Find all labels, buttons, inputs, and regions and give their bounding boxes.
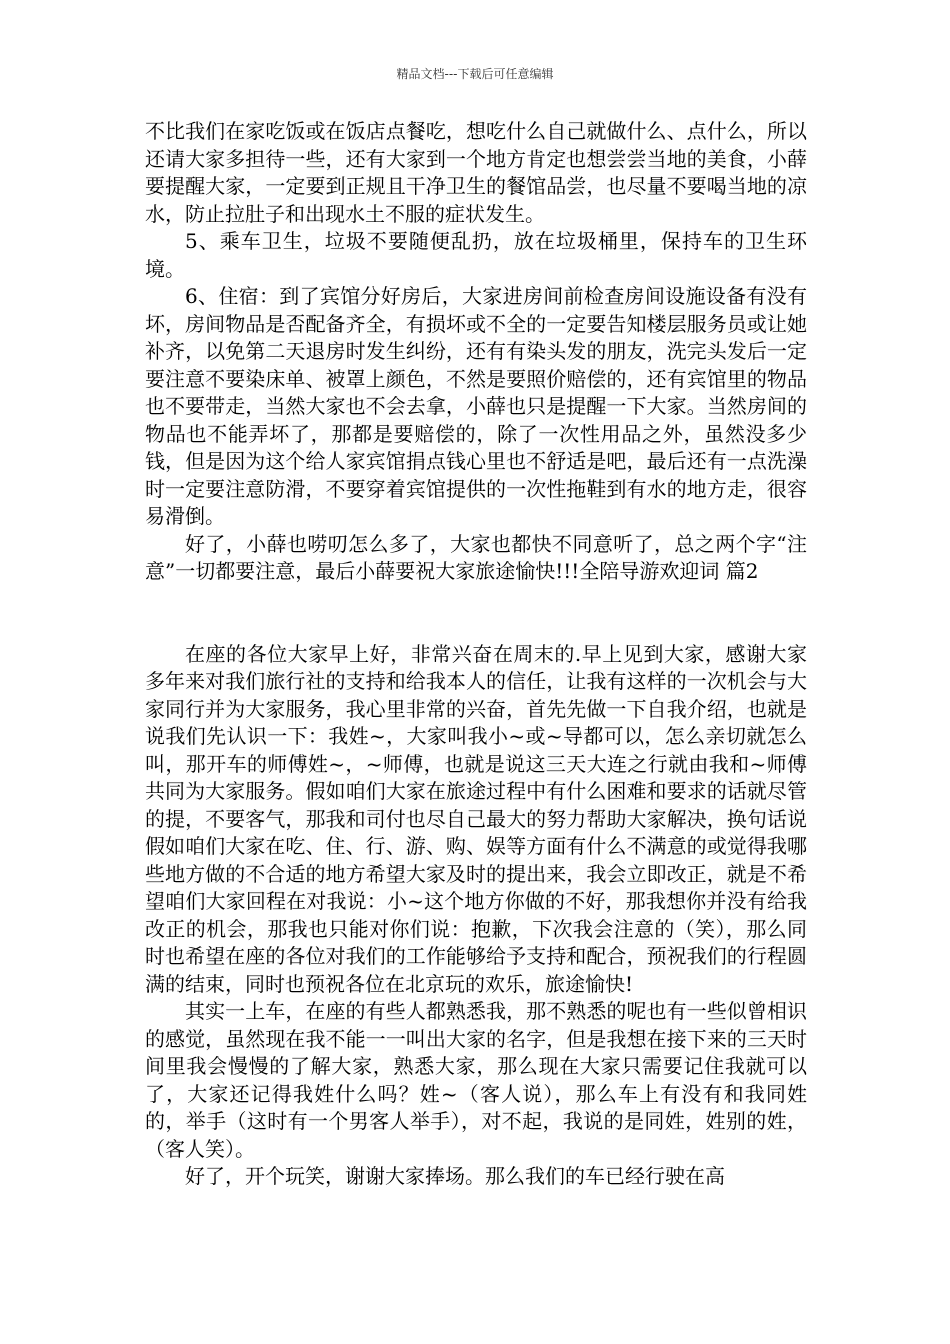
paragraph: 6、住宿：到了宾馆分好房后，大家进房间前检查房间设施设备有没有坏，房间物品是否配备齐全，有损坏或不全的一定要告知楼层服务员或让她补齐，以免第二天退房时发生纠纷，还有有染头发的朋友，洗完头发后一定要注意不要染床单、被罩上颜色，不然是要照价赔偿的，还有宾馆里的物品也不要带走，当然大家也不会去拿，小薛也只是提醒一下大家。当然房间的物品也不能弄坏了，那都是要赔偿的，除了一次性用品之外，虽然没多少钱，但是因为这个给人家宾馆捐点钱心里也不舒适是吧，最后还有一点洗澡时一定要注意防滑，不要穿着宾馆提供的一次性拖鞋到有水的地方走，很容易滑倒。 — [145, 284, 807, 528]
paragraph: 5、乘车卫生，垃圾不要随便乱扔，放在垃圾桶里，保持车的卫生环境。 — [145, 229, 807, 281]
paragraph: 在座的各位大家早上好，非常兴奋在周末的.早上见到大家，感谢大家多年来对我们旅行社的支持和给我本人的信任，让我有这样的一次机会与大家同行并为大家服务，我心里非常的兴奋，首先先做一下自我介绍，也就是说我们先认识一下：我姓~，大家叫我小~或~导都可以，怎么亲切就怎么叫，那开车的师傅姓~，~师傅，也就是说这三天大连之行就由我和~师傅共同为大家服务。假如咱们大家在旅途过程中有什么困难和要求的话就尽管的提，不要客气，那我和司付也尽自己最大的努力帮助大家解决，换句话说假如咱们大家在吃、住、行、游、购、娱等方面有什么不满意的或觉得我哪些地方做的不合适的地方希望大家及时的提出来，我会立即改正，就是不希望咱们大家回程在对我说：小~这个地方你做的不好，那我想你并没有给我改正的机会，那我也只能对你们说：抱歉，下次我会注意的（笑），那么同时也希望在座的各位对我们的工作能够给予支持和配合，预祝我们的行程圆满的结束，同时也预祝各位在北京玩的欢乐，旅途愉快! — [145, 641, 807, 996]
document-body — [145, 118, 807, 1191]
paragraph: 好了，小薛也唠叨怎么多了，大家也都快不同意听了，总之两个字“注意”一切都要注意，最后小薛要祝大家旅途愉快!!!全陪导游欢迎词 篇2 — [145, 531, 807, 583]
section-spacer — [145, 586, 807, 641]
paragraph: 好了，开个玩笑，谢谢大家捧场。那么我们的车已经行驶在高 — [185, 1164, 725, 1188]
paragraph: 不比我们在家吃饭或在饭店点餐吃，想吃什么自己就做什么、点什么，所以还请大家多担待一些，还有大家到一个地方肯定也想尝尝当地的美食，小薛要提醒大家，一定要到正规且干净卫生的餐馆品尝，也尽量不要喝当地的凉水，防止拉肚子和出现水土不服的症状发生。 — [145, 119, 807, 226]
paragraph: 其实一上车，在座的有些人都熟悉我，那不熟悉的呢也有一些似曾相识的感觉，虽然现在我不能一一叫出大家的名字，但是我想在接下来的三天时间里我会慢慢的了解大家，熟悉大家，那么现在大家只需要记住我就可以了，大家还记得我姓什么吗？姓~（客人说），那么车上有没有和我同姓的，举手（这时有一个男客人举手），对不起，我说的是同姓，姓别的姓，（客人笑）。 — [145, 999, 807, 1161]
page-header: 精品文档---下载后可任意编辑 — [396, 67, 554, 81]
